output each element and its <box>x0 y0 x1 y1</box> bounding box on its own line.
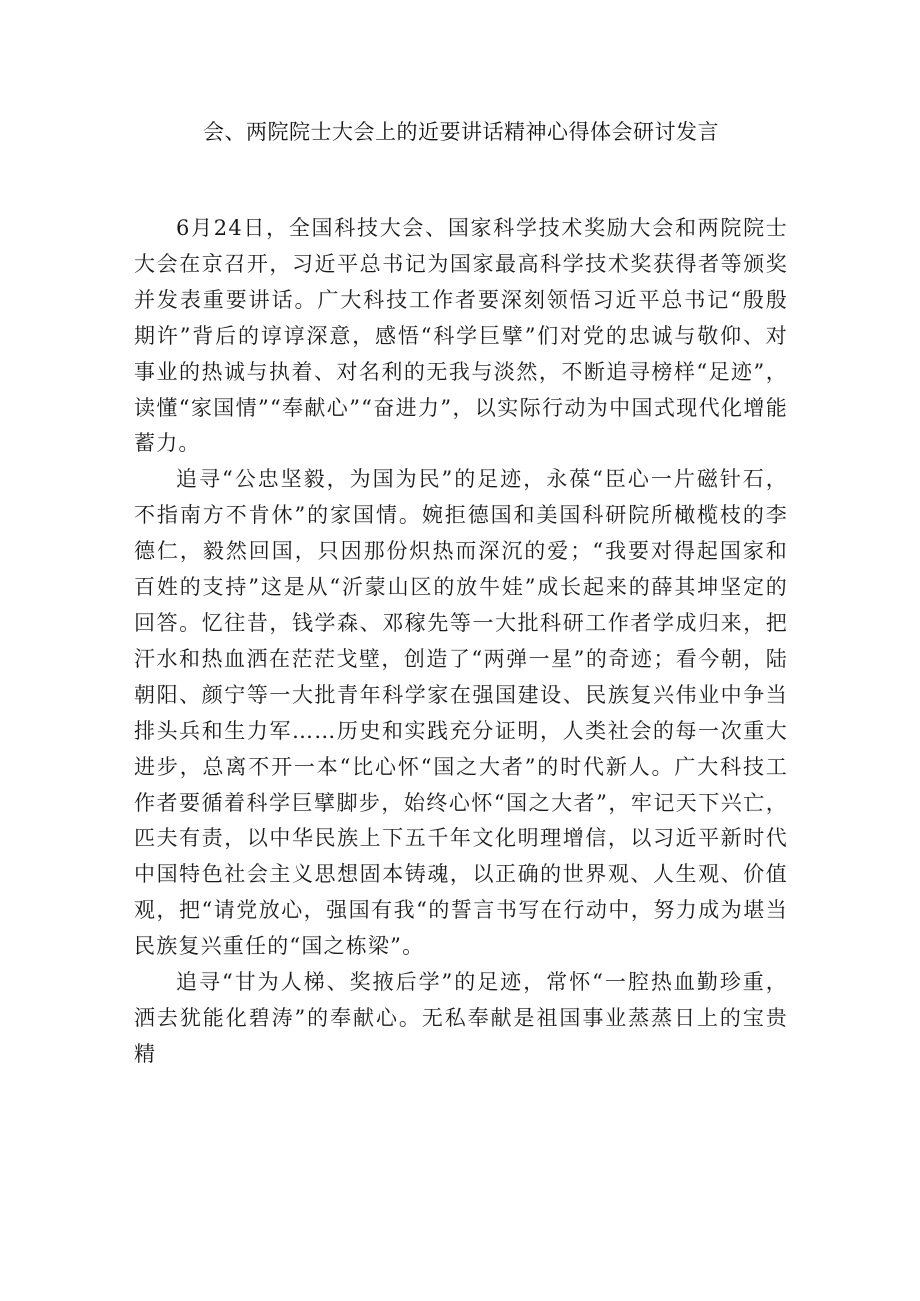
paragraph-3: 追寻“甘为人梯、奖掖后学”的足迹，常怀“一腔热血勤珍重，洒去犹能化碧涛”的奉献心。无私奉献是祖国事业蒸蒸日上的宝贵精 <box>134 970 788 1066</box>
document-body <box>134 211 788 1073</box>
document-title: 会、两院院士大会上的近要讲话精神心得体会研讨发言 <box>203 120 719 144</box>
paragraph-1: 6月24日，全国科技大会、国家科学技术奖励大会和两院院士大会在京召开，习近平总书记为国家最高科学技术奖获得者等颁奖并发表重要讲话。广大科技工作者要深刻领悟习近平总书记“殷殷期许”背后的谆谆深意，感悟“科学巨擘”们对党的忠诚与敬仰、对事业的热诚与执着、对名利的无我与淡然，不断追寻榜样“足迹”，读懂“家国情”“奉献心”“奋进力”，以实际行动为中国式现代化增能蓄力。 <box>134 216 788 456</box>
paragraph-2: 追寻“公忠坚毅，为国为民”的足迹，永葆“臣心一片磁针石，不指南方不肯休”的家国情。婉拒德国和美国科研院所橄榄枝的李德仁，毅然回国，只因那份炽热而深沉的爱；“我要对得起国家和百姓的支持”这是从“沂蒙山区的放牛娃”成长起来的薛其坤坚定的回答。忆往昔，钱学森、邓稼先等一大批科研工作者学成归来，把汗水和热血洒在茫茫戈壁，创造了“两弹一星”的奇迹；看今朝，陆朝阳、颜宁等一大批青年科学家在强国建设、民族复兴伟业中争当排头兵和生力军……历史和实践充分证明，人类社会的每一次重大进步，总离不开一本“比心怀“国之大者”的时代新人。广大科技工作者要循着科学巨擘脚步，始终心怀“国之大者”，牢记天下兴亡，匹夫有责，以中华民族上下五千年文化明理增信，以习近平新时代中国特色社会主义思想固本铸魂，以正确的世界观、人生观、价值观，把“请党放心，强国有我“的誓言书写在行动中，努力成为堪当民族复兴重任的“国之栋梁”。 <box>134 467 788 959</box>
